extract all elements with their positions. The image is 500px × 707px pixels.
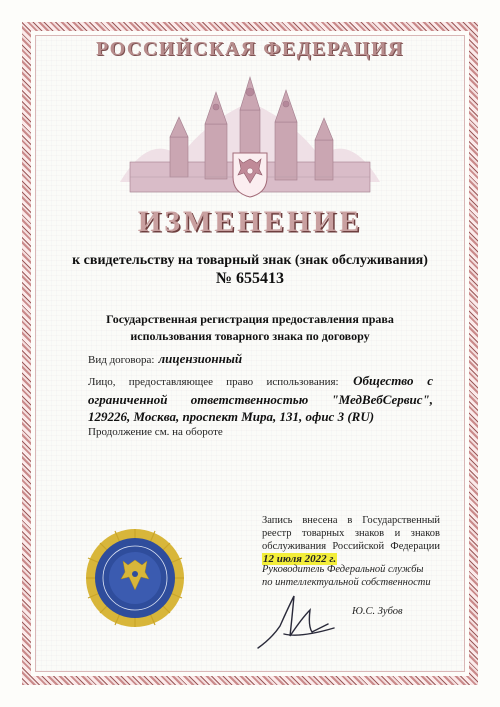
- contract-type-value: лицензионный: [158, 351, 243, 366]
- head-title-line: Руководитель Федеральной службы: [262, 564, 424, 575]
- coat-of-arms-emblem: [229, 147, 271, 199]
- official-seal: [85, 528, 185, 628]
- head-of-service-title: [262, 563, 442, 589]
- licensor-label: Лицо, предоставляющее право использования:: [88, 376, 339, 388]
- licensor-value: Общество с ограниченной ответственностью "МедВебСервис", 129226, Москва, проспект Мира, 131, офис 3 (RU): [88, 373, 433, 424]
- registry-record-text: Запись внесена в Государственный реестр товарных знаков и знаков обслуживания Российской Федерации: [262, 515, 440, 552]
- country-heading: РОССИЙСКАЯ ФЕДЕРАЦИЯ: [95, 38, 404, 60]
- contract-type-line: [88, 350, 428, 368]
- certificate-number: № 655413: [215, 270, 285, 287]
- handwritten-signature: [250, 588, 340, 658]
- registration-title-line: Государственная регистрация предоставления права: [106, 312, 394, 326]
- registry-record-note: [262, 514, 440, 566]
- contract-type-label: Вид договора:: [88, 354, 155, 366]
- continuation-note: Продолжение см. на обороте: [88, 426, 223, 438]
- registration-title: [60, 311, 440, 345]
- registry-record-date: 12 июля 2022 г.: [263, 553, 337, 565]
- document-subtitle: к свидетельству на товарный знак (знак обслуживания): [72, 253, 428, 268]
- licensor-line: [88, 372, 433, 425]
- head-of-service-name: Ю.С. Зубов: [352, 606, 403, 617]
- head-title-line: по интеллектуальной собственности: [262, 577, 431, 588]
- registration-title-line: использования товарного знака по договору: [130, 329, 370, 343]
- document-title: ИЗМЕНЕНИЕ: [137, 205, 363, 238]
